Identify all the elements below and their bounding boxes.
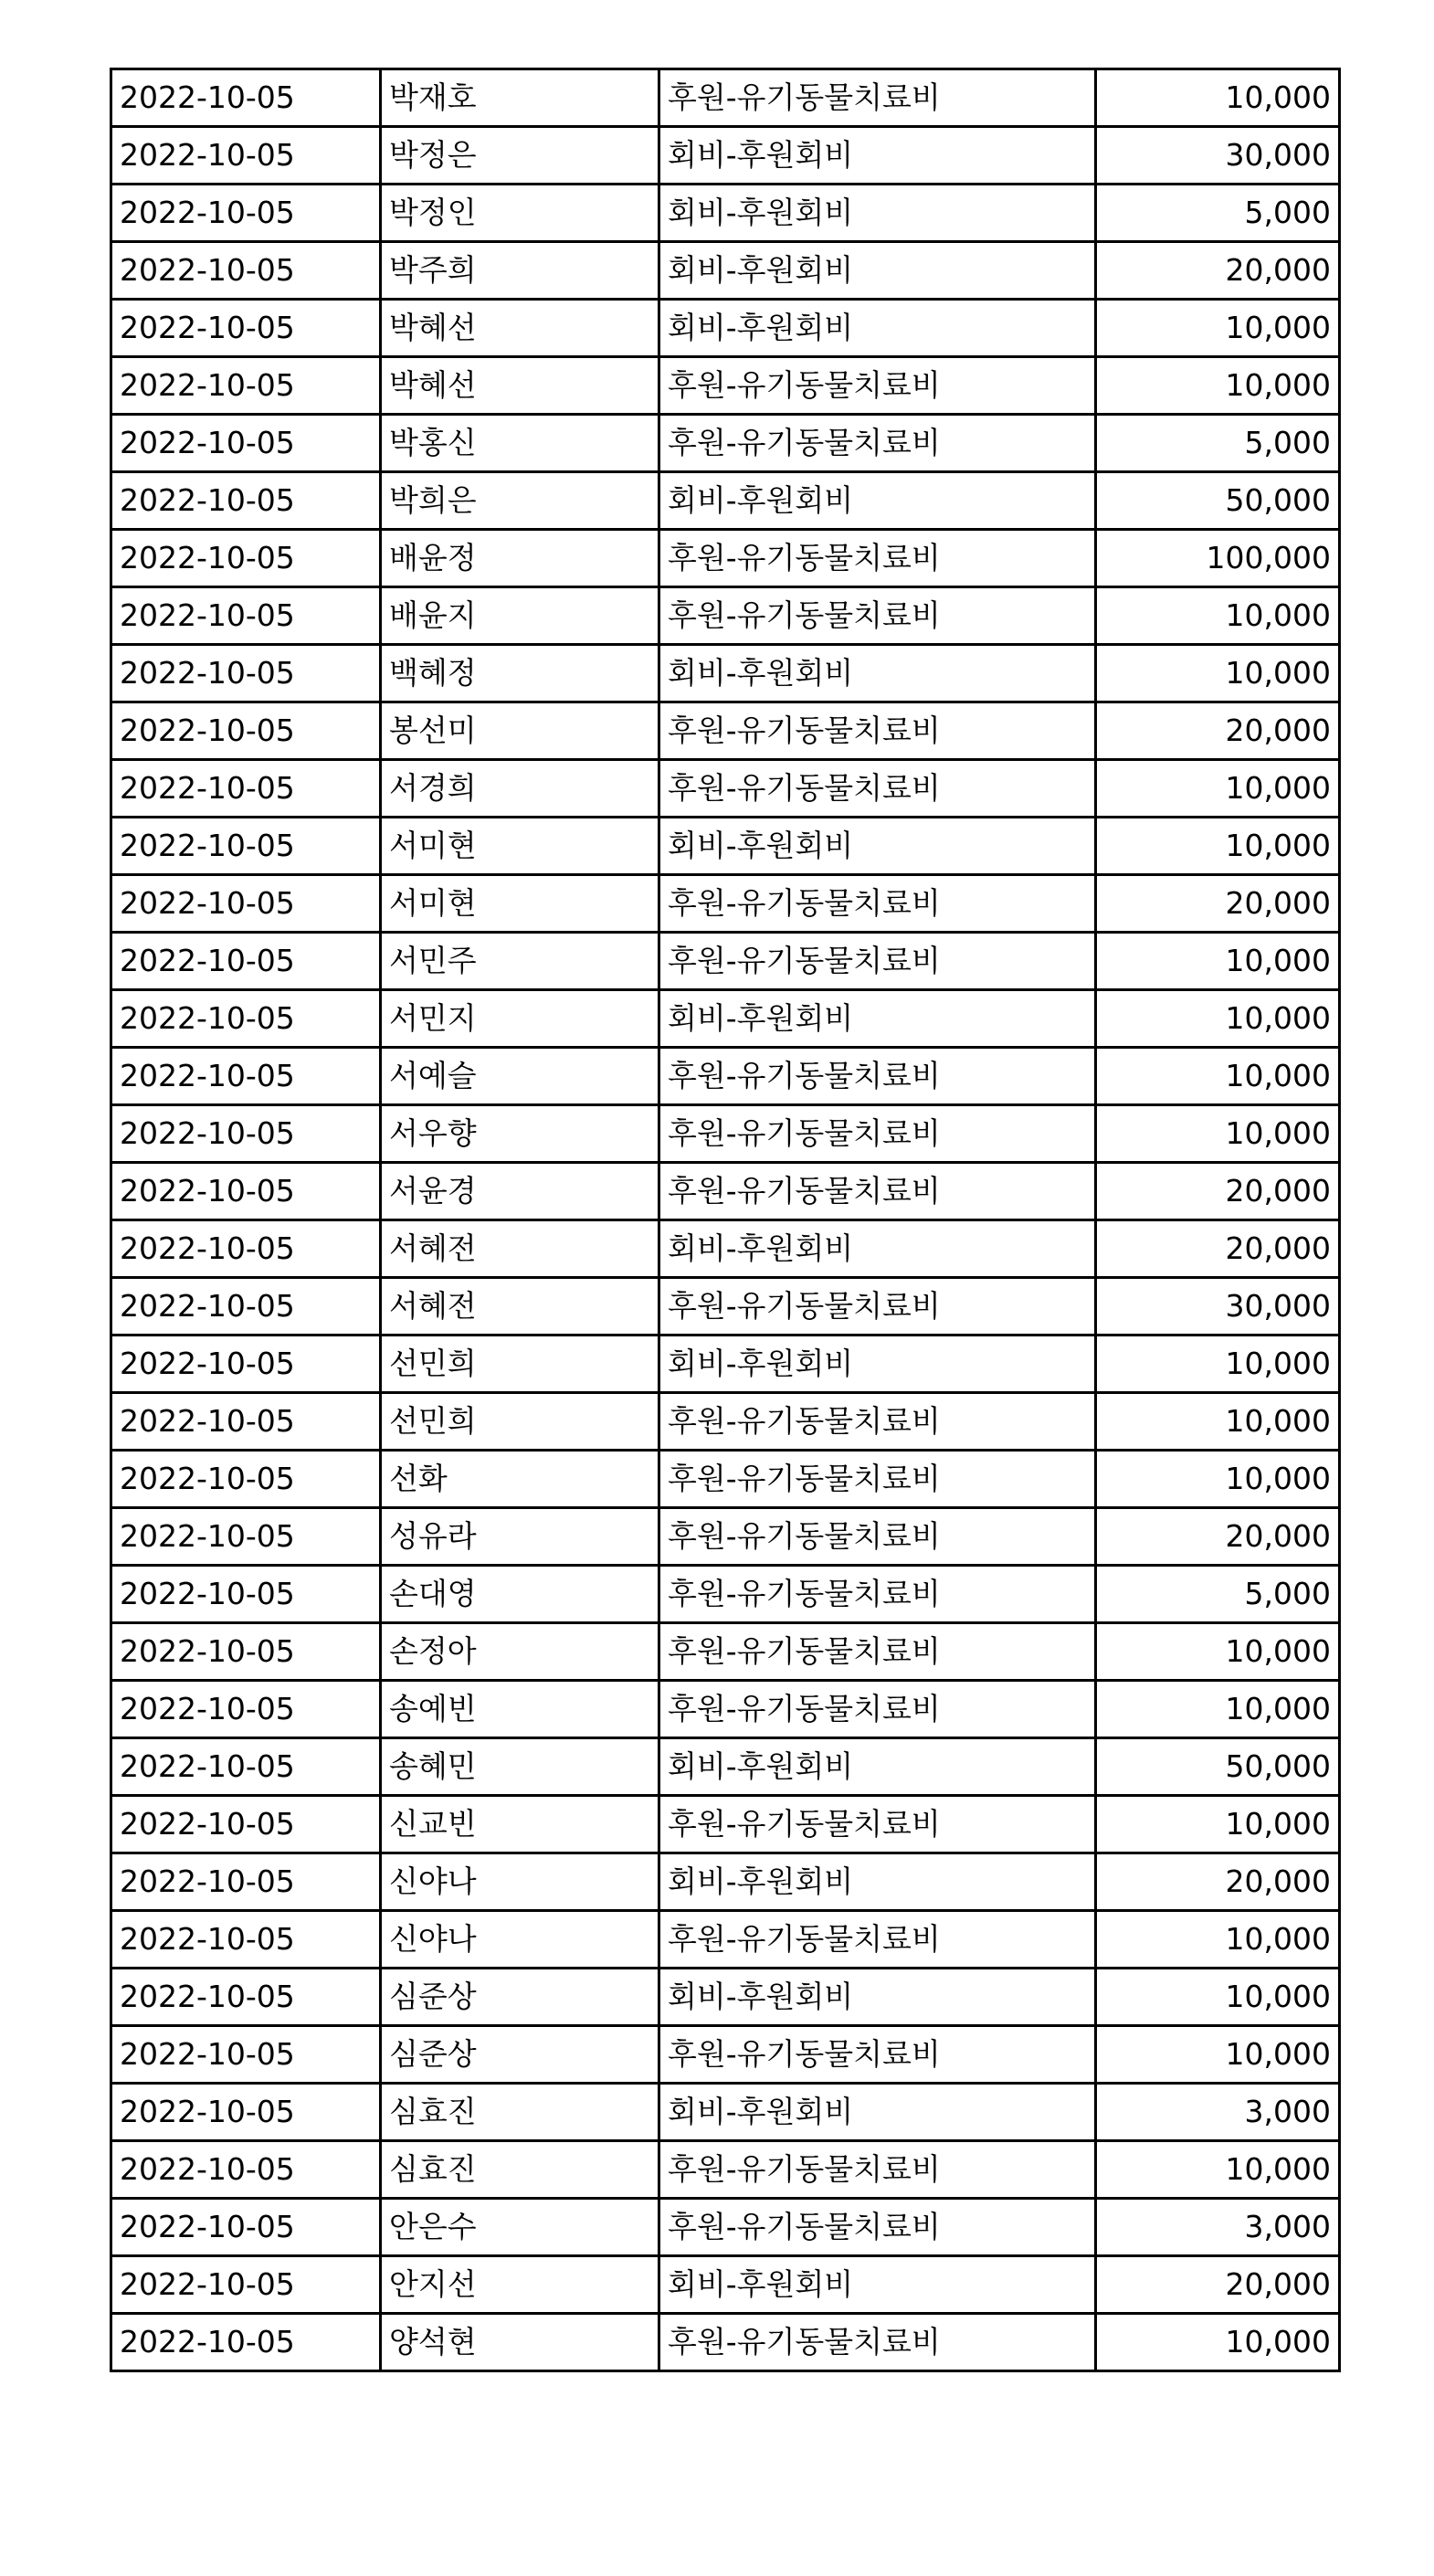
amount-cell: 20,000 [1096, 2256, 1340, 2314]
date-cell: 2022-10-05 [111, 2256, 381, 2314]
table-row [111, 1623, 1340, 1681]
donor-name-cell: 백혜정 [381, 645, 659, 702]
donor-name-cell: 박재호 [381, 69, 659, 127]
category-cell: 회비-후원회비 [659, 2084, 1096, 2141]
table-row [111, 990, 1340, 1048]
date-cell: 2022-10-05 [111, 1451, 381, 1508]
amount-cell: 10,000 [1096, 933, 1340, 990]
amount-cell: 20,000 [1096, 702, 1340, 760]
amount-cell: 30,000 [1096, 1278, 1340, 1336]
donor-name-cell: 박주희 [381, 242, 659, 300]
category-cell: 회비-후원회비 [659, 645, 1096, 702]
category-cell: 후원-유기동물치료비 [659, 1566, 1096, 1623]
table-row [111, 185, 1340, 242]
amount-cell: 50,000 [1096, 1738, 1340, 1796]
category-cell: 회비-후원회비 [659, 2256, 1096, 2314]
date-cell: 2022-10-05 [111, 990, 381, 1048]
table-row [111, 587, 1340, 645]
category-cell: 회비-후원회비 [659, 1853, 1096, 1911]
donor-name-cell: 심효진 [381, 2084, 659, 2141]
date-cell: 2022-10-05 [111, 1623, 381, 1681]
table-row [111, 69, 1340, 127]
date-cell: 2022-10-05 [111, 1163, 381, 1220]
category-cell: 회비-후원회비 [659, 185, 1096, 242]
date-cell: 2022-10-05 [111, 1393, 381, 1451]
donor-name-cell: 박혜선 [381, 300, 659, 357]
category-cell: 후원-유기동물치료비 [659, 357, 1096, 415]
table-row [111, 1451, 1340, 1508]
donor-name-cell: 서미현 [381, 875, 659, 933]
category-cell: 후원-유기동물치료비 [659, 415, 1096, 472]
amount-cell: 20,000 [1096, 875, 1340, 933]
donor-name-cell: 심효진 [381, 2141, 659, 2199]
amount-cell: 10,000 [1096, 1393, 1340, 1451]
category-cell: 회비-후원회비 [659, 1220, 1096, 1278]
date-cell: 2022-10-05 [111, 1566, 381, 1623]
table-row [111, 702, 1340, 760]
category-cell: 후원-유기동물치료비 [659, 2141, 1096, 2199]
table-row [111, 1681, 1340, 1738]
amount-cell: 20,000 [1096, 1163, 1340, 1220]
amount-cell: 3,000 [1096, 2199, 1340, 2256]
date-cell: 2022-10-05 [111, 1105, 381, 1163]
category-cell: 회비-후원회비 [659, 1336, 1096, 1393]
amount-cell: 20,000 [1096, 1220, 1340, 1278]
date-cell: 2022-10-05 [111, 760, 381, 818]
donor-name-cell: 서윤경 [381, 1163, 659, 1220]
donor-name-cell: 박정인 [381, 185, 659, 242]
date-cell: 2022-10-05 [111, 530, 381, 587]
table-row [111, 760, 1340, 818]
amount-cell: 10,000 [1096, 69, 1340, 127]
date-cell: 2022-10-05 [111, 472, 381, 530]
category-cell: 후원-유기동물치료비 [659, 1451, 1096, 1508]
category-cell: 후원-유기동물치료비 [659, 933, 1096, 990]
amount-cell: 10,000 [1096, 645, 1340, 702]
amount-cell: 10,000 [1096, 2314, 1340, 2371]
category-cell: 후원-유기동물치료비 [659, 1048, 1096, 1105]
date-cell: 2022-10-05 [111, 1048, 381, 1105]
donation-ledger-table [110, 68, 1341, 2372]
date-cell: 2022-10-05 [111, 242, 381, 300]
category-cell: 후원-유기동물치료비 [659, 1163, 1096, 1220]
donor-name-cell: 선민희 [381, 1336, 659, 1393]
donor-name-cell: 선화 [381, 1451, 659, 1508]
amount-cell: 10,000 [1096, 1105, 1340, 1163]
category-cell: 후원-유기동물치료비 [659, 2199, 1096, 2256]
category-cell: 후원-유기동물치료비 [659, 1393, 1096, 1451]
table-row [111, 127, 1340, 185]
donor-name-cell: 송혜민 [381, 1738, 659, 1796]
category-cell: 회비-후원회비 [659, 127, 1096, 185]
donor-name-cell: 신교빈 [381, 1796, 659, 1853]
donor-name-cell: 심준상 [381, 2026, 659, 2084]
donor-name-cell: 송예빈 [381, 1681, 659, 1738]
category-cell: 후원-유기동물치료비 [659, 2026, 1096, 2084]
donor-name-cell: 서경희 [381, 760, 659, 818]
amount-cell: 10,000 [1096, 2141, 1340, 2199]
date-cell: 2022-10-05 [111, 702, 381, 760]
donor-name-cell: 서예슬 [381, 1048, 659, 1105]
table-row [111, 242, 1340, 300]
amount-cell: 10,000 [1096, 587, 1340, 645]
donor-name-cell: 성유라 [381, 1508, 659, 1566]
amount-cell: 20,000 [1096, 1508, 1340, 1566]
amount-cell: 10,000 [1096, 1451, 1340, 1508]
date-cell: 2022-10-05 [111, 300, 381, 357]
category-cell: 후원-유기동물치료비 [659, 760, 1096, 818]
table-row [111, 2314, 1340, 2371]
category-cell: 후원-유기동물치료비 [659, 69, 1096, 127]
table-row [111, 530, 1340, 587]
table-row [111, 472, 1340, 530]
category-cell: 후원-유기동물치료비 [659, 1796, 1096, 1853]
amount-cell: 10,000 [1096, 1796, 1340, 1853]
table-row [111, 1853, 1340, 1911]
amount-cell: 5,000 [1096, 185, 1340, 242]
category-cell: 후원-유기동물치료비 [659, 530, 1096, 587]
date-cell: 2022-10-05 [111, 818, 381, 875]
date-cell: 2022-10-05 [111, 1853, 381, 1911]
date-cell: 2022-10-05 [111, 1508, 381, 1566]
table-row [111, 2256, 1340, 2314]
table-row [111, 818, 1340, 875]
donor-name-cell: 박홍신 [381, 415, 659, 472]
table-row [111, 1220, 1340, 1278]
amount-cell: 100,000 [1096, 530, 1340, 587]
table-row [111, 1048, 1340, 1105]
date-cell: 2022-10-05 [111, 1738, 381, 1796]
date-cell: 2022-10-05 [111, 933, 381, 990]
category-cell: 후원-유기동물치료비 [659, 1681, 1096, 1738]
table-row [111, 933, 1340, 990]
amount-cell: 5,000 [1096, 1566, 1340, 1623]
amount-cell: 10,000 [1096, 1911, 1340, 1969]
amount-cell: 10,000 [1096, 818, 1340, 875]
category-cell: 후원-유기동물치료비 [659, 2314, 1096, 2371]
donor-name-cell: 서민지 [381, 990, 659, 1048]
donor-name-cell: 박희은 [381, 472, 659, 530]
table-row [111, 1969, 1340, 2026]
donor-name-cell: 서혜전 [381, 1220, 659, 1278]
date-cell: 2022-10-05 [111, 1796, 381, 1853]
table-row [111, 1566, 1340, 1623]
amount-cell: 10,000 [1096, 1623, 1340, 1681]
category-cell: 회비-후원회비 [659, 300, 1096, 357]
table-row [111, 300, 1340, 357]
category-cell: 회비-후원회비 [659, 1738, 1096, 1796]
category-cell: 후원-유기동물치료비 [659, 1623, 1096, 1681]
amount-cell: 10,000 [1096, 990, 1340, 1048]
date-cell: 2022-10-05 [111, 1969, 381, 2026]
table-row [111, 1738, 1340, 1796]
table-row [111, 1163, 1340, 1220]
table-row [111, 2141, 1340, 2199]
category-cell: 회비-후원회비 [659, 472, 1096, 530]
amount-cell: 50,000 [1096, 472, 1340, 530]
date-cell: 2022-10-05 [111, 2314, 381, 2371]
date-cell: 2022-10-05 [111, 1336, 381, 1393]
table-row [111, 415, 1340, 472]
donor-name-cell: 손대영 [381, 1566, 659, 1623]
date-cell: 2022-10-05 [111, 875, 381, 933]
date-cell: 2022-10-05 [111, 1911, 381, 1969]
donor-name-cell: 양석현 [381, 2314, 659, 2371]
donor-name-cell: 봉선미 [381, 702, 659, 760]
amount-cell: 10,000 [1096, 1336, 1340, 1393]
donor-name-cell: 박혜선 [381, 357, 659, 415]
category-cell: 회비-후원회비 [659, 818, 1096, 875]
table-row [111, 2084, 1340, 2141]
amount-cell: 10,000 [1096, 300, 1340, 357]
amount-cell: 10,000 [1096, 760, 1340, 818]
date-cell: 2022-10-05 [111, 2026, 381, 2084]
donor-name-cell: 서민주 [381, 933, 659, 990]
table-row [111, 2199, 1340, 2256]
table-row [111, 1393, 1340, 1451]
table-row [111, 357, 1340, 415]
donor-name-cell: 서혜전 [381, 1278, 659, 1336]
donor-name-cell: 신야나 [381, 1853, 659, 1911]
category-cell: 회비-후원회비 [659, 242, 1096, 300]
donor-name-cell: 심준상 [381, 1969, 659, 2026]
date-cell: 2022-10-05 [111, 1278, 381, 1336]
date-cell: 2022-10-05 [111, 127, 381, 185]
table-row [111, 1508, 1340, 1566]
table-row [111, 1278, 1340, 1336]
donor-name-cell: 박정은 [381, 127, 659, 185]
date-cell: 2022-10-05 [111, 2141, 381, 2199]
amount-cell: 30,000 [1096, 127, 1340, 185]
table-row [111, 1796, 1340, 1853]
table-row [111, 875, 1340, 933]
amount-cell: 20,000 [1096, 1853, 1340, 1911]
category-cell: 후원-유기동물치료비 [659, 1911, 1096, 1969]
date-cell: 2022-10-05 [111, 185, 381, 242]
amount-cell: 20,000 [1096, 242, 1340, 300]
category-cell: 회비-후원회비 [659, 990, 1096, 1048]
donor-name-cell: 배윤정 [381, 530, 659, 587]
donor-name-cell: 신야나 [381, 1911, 659, 1969]
date-cell: 2022-10-05 [111, 2199, 381, 2256]
table-row [111, 1336, 1340, 1393]
date-cell: 2022-10-05 [111, 2084, 381, 2141]
date-cell: 2022-10-05 [111, 415, 381, 472]
amount-cell: 10,000 [1096, 2026, 1340, 2084]
date-cell: 2022-10-05 [111, 587, 381, 645]
category-cell: 후원-유기동물치료비 [659, 875, 1096, 933]
donor-name-cell: 손정아 [381, 1623, 659, 1681]
ledger-body [111, 69, 1340, 2371]
date-cell: 2022-10-05 [111, 645, 381, 702]
category-cell: 후원-유기동물치료비 [659, 1278, 1096, 1336]
date-cell: 2022-10-05 [111, 1220, 381, 1278]
donor-name-cell: 안지선 [381, 2256, 659, 2314]
amount-cell: 10,000 [1096, 357, 1340, 415]
table-row [111, 645, 1340, 702]
table-row [111, 2026, 1340, 2084]
donor-name-cell: 배윤지 [381, 587, 659, 645]
donor-name-cell: 선민희 [381, 1393, 659, 1451]
donor-name-cell: 안은수 [381, 2199, 659, 2256]
date-cell: 2022-10-05 [111, 69, 381, 127]
table-row [111, 1911, 1340, 1969]
date-cell: 2022-10-05 [111, 1681, 381, 1738]
table-row [111, 1105, 1340, 1163]
category-cell: 후원-유기동물치료비 [659, 702, 1096, 760]
amount-cell: 3,000 [1096, 2084, 1340, 2141]
category-cell: 후원-유기동물치료비 [659, 587, 1096, 645]
date-cell: 2022-10-05 [111, 357, 381, 415]
category-cell: 후원-유기동물치료비 [659, 1105, 1096, 1163]
category-cell: 후원-유기동물치료비 [659, 1508, 1096, 1566]
donor-name-cell: 서미현 [381, 818, 659, 875]
category-cell: 회비-후원회비 [659, 1969, 1096, 2026]
amount-cell: 5,000 [1096, 415, 1340, 472]
donor-name-cell: 서우향 [381, 1105, 659, 1163]
amount-cell: 10,000 [1096, 1048, 1340, 1105]
amount-cell: 10,000 [1096, 1681, 1340, 1738]
amount-cell: 10,000 [1096, 1969, 1340, 2026]
